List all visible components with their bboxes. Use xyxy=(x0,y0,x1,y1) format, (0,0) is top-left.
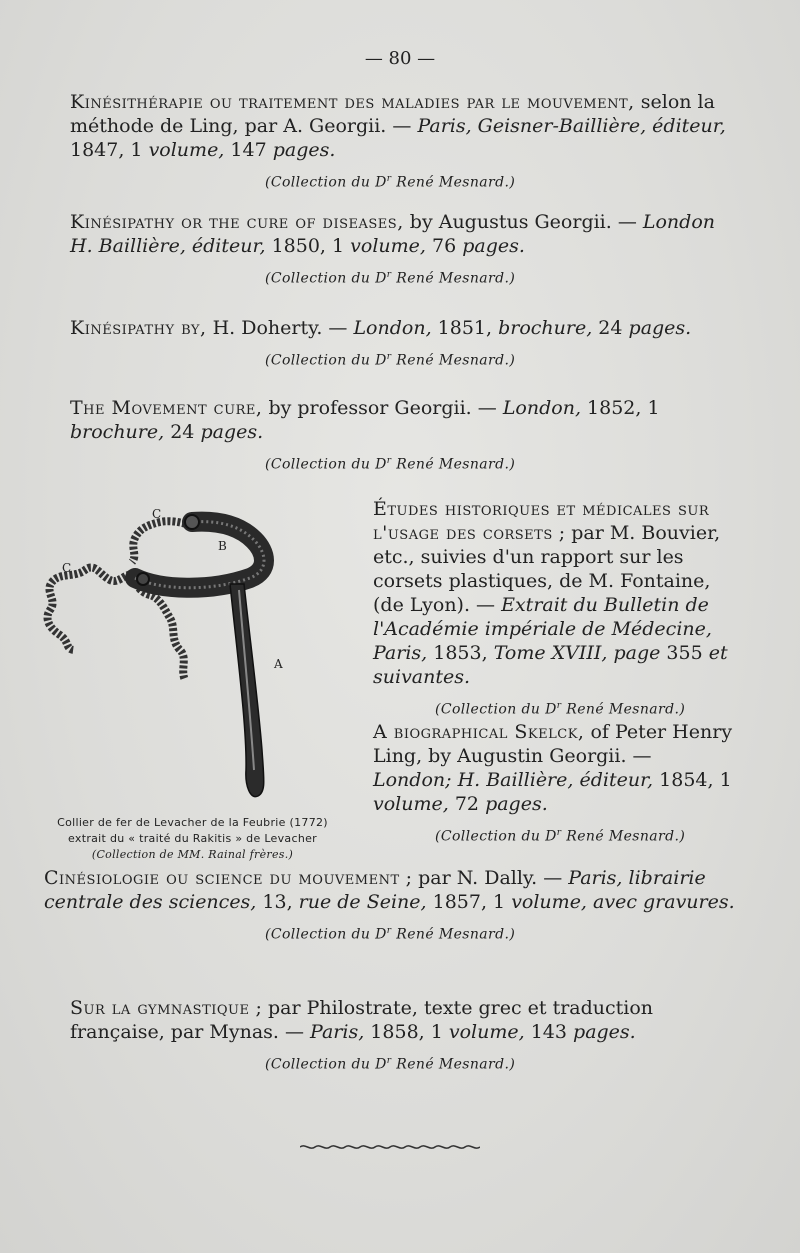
entry-publication: London, xyxy=(353,317,432,339)
caption-line: Collier de fer de Levacher de la Feubrie (1772) xyxy=(57,816,328,829)
label-b: B xyxy=(218,539,227,553)
bibliography-entry xyxy=(70,316,738,370)
figure-caption xyxy=(40,815,345,863)
entry-text xyxy=(44,866,738,914)
entry-details: 1851, xyxy=(431,317,499,339)
label-c-left: C xyxy=(62,561,72,575)
collection-note: (Collection du $D^r$ René Mesnard.) xyxy=(265,352,516,369)
entry-details: 13, xyxy=(256,891,299,913)
entry-details: 1852, 1 xyxy=(580,397,660,419)
entry-publication: London; H. Baillière, éditeur, xyxy=(373,769,654,791)
entry-publication: London H. Baillière, éditeur, xyxy=(70,211,716,257)
entry-details: 1854, 1 xyxy=(653,769,732,791)
entry-details-2-italic: pages. xyxy=(200,421,264,443)
entry-author: ; par Philostrate, texte grec et traduction française, par Mynas. — xyxy=(70,997,654,1043)
entry-details-italic: brochure, xyxy=(498,317,593,339)
bibliography-entry xyxy=(70,396,738,474)
entry-details-italic: rue de Seine, xyxy=(298,891,427,913)
entry-author: of Peter Henry Ling, by Augustin Georgii. — xyxy=(373,721,733,767)
entry-details: 1858, 1 xyxy=(364,1021,449,1043)
entry-author: by professor Georgii. — xyxy=(262,397,503,419)
entry-details-italic: volume, xyxy=(373,793,449,815)
entry-publication: London, xyxy=(502,397,581,419)
entry-details-2-italic: pages. xyxy=(485,793,548,815)
entry-text xyxy=(373,497,735,689)
entry-title: Kinésithérapie ou traitement des maladies par le mouvement, xyxy=(70,91,635,113)
collection-note: (Collection du $D^r$ René Mesnard.) xyxy=(265,174,516,191)
entry-publication: Paris, librairie centrale des sciences, xyxy=(44,867,706,913)
entry-publication: Paris, Geisner-Baillière, éditeur, xyxy=(417,115,726,137)
entry-text xyxy=(70,996,738,1044)
bibliography-entry xyxy=(373,720,735,846)
entry-title: Études historiques et médicales sur l'usage des corsets xyxy=(373,498,710,544)
entry-text xyxy=(70,396,738,444)
entry-text xyxy=(70,90,738,162)
label-c-top: C xyxy=(152,507,162,521)
entry-title: The Movement cure, xyxy=(70,397,263,419)
label-a: A xyxy=(274,657,283,671)
iron-collar-drawing xyxy=(40,500,340,805)
entry-author: selon la méthode de Ling, par A. Georgii. — xyxy=(70,91,715,137)
entry-details-italic: volume, xyxy=(448,1021,525,1043)
entry-publication: Extrait du Bulletin de l'Académie impériale de Médecine, Paris, xyxy=(373,594,712,664)
entry-details-italic: volume, xyxy=(350,235,426,257)
entry-details-2: 355 xyxy=(660,642,709,664)
collection-note: (Collection du $D^r$ René Mesnard.) xyxy=(265,1056,516,1073)
bibliography-entry xyxy=(373,497,735,719)
caption-line: extrait du « traité du Rakitis » de Levacher xyxy=(68,832,317,845)
collection-note: (Collection du $D^r$ René Mesnard.) xyxy=(265,270,516,287)
entry-details-2-italic: pages. xyxy=(272,139,336,161)
collection-note: (Collection du $D^r$ René Mesnard.) xyxy=(435,701,686,718)
entry-details-2: 76 xyxy=(425,235,463,257)
entry-author: H. Doherty. — xyxy=(206,317,354,339)
entry-details: 1853, xyxy=(427,642,494,664)
entry-details-2-italic: pages. xyxy=(573,1021,636,1043)
entry-details-2: 72 xyxy=(448,793,486,815)
entry-author: ; par N. Dally. — xyxy=(399,867,569,889)
bibliography-entry xyxy=(44,866,738,944)
entry-author: ; par M. Bouvier, etc., suivies d'un rapport sur les corsets plastiques, de M. Fontaine, (de Lyon). — xyxy=(373,522,721,616)
entry-details-2: 24 xyxy=(164,421,201,443)
collection-note: (Collection du $D^r$ René Mesnard.) xyxy=(435,828,686,845)
entry-details-italic: volume, xyxy=(148,139,225,161)
entry-details-2-italic: pages. xyxy=(628,317,692,339)
iron-collar-illustration xyxy=(40,500,340,805)
entry-details-2-italic: volume, avec gravures. xyxy=(511,891,735,913)
entry-title: A biographical Skelck, xyxy=(373,721,585,743)
entry-details: 1850, 1 xyxy=(265,235,351,257)
collection-note: (Collection du $D^r$ René Mesnard.) xyxy=(265,456,516,473)
entry-title: Sur la gymnastique xyxy=(70,997,250,1019)
entry-details-italic: Tome XVIII, page xyxy=(493,642,661,664)
bibliography-entry xyxy=(70,90,738,192)
entry-text xyxy=(70,210,738,258)
entry-publication: Paris, xyxy=(310,1021,365,1043)
entry-text xyxy=(70,316,738,340)
entry-author: by Augustus Georgii. — xyxy=(403,211,643,233)
page-number: — 80 — xyxy=(364,48,436,69)
entry-details-2: 147 xyxy=(224,139,273,161)
entry-title: Kinésipathy or the cure of diseases, xyxy=(70,211,404,233)
entry-details-2: 1857, 1 xyxy=(426,891,512,913)
entry-details-italic: brochure, xyxy=(70,421,165,443)
entry-title: Kinésipathy by, xyxy=(70,317,207,339)
entry-title: Cinésiologie ou science du mouvement xyxy=(44,867,400,889)
bibliography-entry xyxy=(70,210,738,288)
upper-ribbon xyxy=(132,521,190,562)
collar-clasp xyxy=(185,515,199,529)
caption-credit: (Collection de MM. Rainal frères.) xyxy=(91,848,294,861)
entry-details: 1847, 1 xyxy=(70,139,149,161)
entry-details-2-italic: et suivantes. xyxy=(373,642,728,688)
entry-details-2: 143 xyxy=(524,1021,574,1043)
collection-note: (Collection du $D^r$ René Mesnard.) xyxy=(265,926,516,943)
bibliography-entry xyxy=(70,996,738,1074)
entry-details-2-italic: pages. xyxy=(462,235,525,257)
collar-hinge xyxy=(137,573,149,585)
entry-text xyxy=(373,720,735,816)
entry-details-2: 24 xyxy=(592,317,629,339)
end-ornament xyxy=(300,1140,480,1154)
